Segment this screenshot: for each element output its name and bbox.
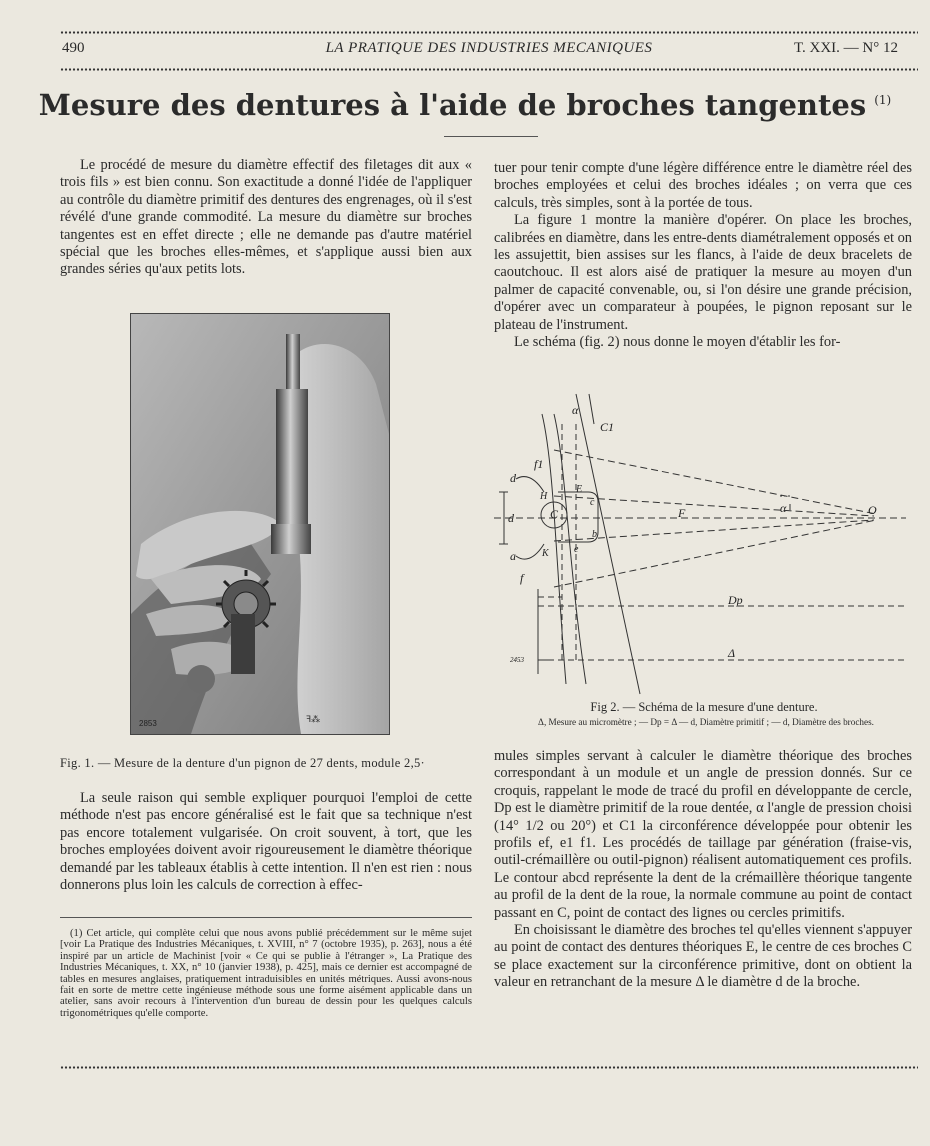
issue-number: T. XXI. — N° 12	[793, 40, 898, 56]
label-alpha: α	[572, 403, 579, 417]
label-delta: Δ	[728, 646, 736, 660]
label-d-upper: d	[510, 471, 516, 485]
label-f1: f1	[534, 457, 544, 471]
upper-radius-line	[554, 450, 876, 514]
tangent-line	[576, 394, 640, 694]
label-f: f	[520, 571, 524, 585]
label-a: a	[510, 549, 516, 563]
photo-illustration	[131, 314, 389, 734]
article-title-text: Mesure des dentures à l'aide de broches tangentes	[38, 88, 867, 122]
paragraph: En choisissant le diamètre des broches tel qu'elles viennent s'appuyer au point de contact des dentures théoriques E, le centre de ces broches C se place exactement sur la circonférence primitive, dont on obtient la valeur en retranchant de la mesure Δ le diamètre d de la broche.	[494, 922, 913, 991]
monogram-signature: ꟻ⁂	[306, 714, 321, 724]
label-C: C	[550, 507, 559, 521]
running-header	[60, 38, 918, 62]
footnote-text: (1) Cet article, qui complète celui que nous avons publié précédemment sur le même sujet [voir La Pratique des Industries Mécaniques, t. XVIII, n° 7 (octobre 1935), p. 263], nous a été inspiré par un article de Machinist [voir « Ce qui se publie à l'étranger », La Pratique des Industries Mécaniques, t. XX, n° 10 (janvier 1938), p. 425], mais ce dernier est accompagné de tables en mesures anglaises, pratiquement intraduisibles en unités métriques. Aussi avons-nous fait en sorte de mettre cette ingénieuse méthode sous une forme aisément applicable dans un atelier, sans avoir recours à l'intervention d'un bureau de dessin pour les quelques calculs trigonométriques qu'elle comporte.	[60, 928, 472, 1019]
label-d-dim: d	[508, 511, 514, 525]
paragraph: La seule raison qui semble expliquer pourquoi l'emploi de cette méthode n'est pas encore généralisé est le fait que sa technique n'est pas encore totalement vulgarisée. On croit souvent, à tort, que les broches employées doivent avoir rigoureusement le diamètre théorique demandé par les tableaux établis à cette intention. Il n'en est rien : nous donnerons plus loin les calculs de correction à effec-	[60, 790, 472, 894]
figure-2-caption: Fig 2. — Schéma de la mesure d'une denture.	[590, 700, 818, 714]
negative-number: 2853	[139, 719, 157, 728]
left-column-top	[60, 157, 472, 279]
label-alpha-2: α	[780, 501, 787, 515]
left-column-middle	[60, 790, 472, 894]
footnote-rule	[60, 917, 472, 918]
paragraph: tuer pour tenir compte d'une légère différence entre le diamètre réel des broches employées et celui des broches idéales ; on verra que ces calculs, très simples, sont à la portée de tous.	[494, 160, 912, 211]
paragraph: mules simples servant à calculer le diamètre théorique des broches correspondant à un module et un angle de pression donnés. Sur ce croquis, rappelant le mode de tracé du profil en développante de cercle, Dp est le diamètre primitif de la roue dentée, α l'angle de pression choisi (14° 1/2 ou 20°) et C1 la circonférence développée pour obtenir les profils ef, e1 f1. Les procédés de taillage par génération (fraise-vis, outil-crémaillère ou outil-pignon) réalisent automatiquement ces profils. Le contour abcd représente la dent de la crémaillère théorique tangente au profil de la dent de la roue, la normale commune au point de contact passant en C, point de contact des lignes ou cercles primitifs.	[494, 748, 912, 921]
label-E: E	[576, 484, 583, 495]
label-c-small: c	[590, 497, 595, 508]
paragraph: Le schéma (fig. 2) nous donne le moyen d'établir les for-	[514, 334, 841, 351]
label-b: b	[592, 529, 597, 540]
label-e: e	[574, 544, 579, 555]
label-O: O	[868, 503, 877, 517]
article-title	[0, 88, 930, 122]
figure-2-diagram	[494, 384, 918, 700]
label-c1: C1	[600, 420, 615, 434]
label-H: H	[540, 491, 548, 502]
tooth-profile-lower	[516, 544, 544, 559]
right-column-bottom	[494, 748, 912, 992]
figure-1-caption: Fig. 1. — Mesure de la denture d'un pignon de 27 dents, module 2,5·	[60, 756, 426, 770]
figure-2-legend: Δ, Mesure au micromètre ; — Dp = Δ — d, Diamètre primitif ; — d, Diamètre des broches.	[538, 717, 874, 727]
label-dp: Dp	[728, 593, 743, 607]
lower-radius-line	[554, 520, 876, 587]
right-column-top	[494, 160, 912, 351]
paragraph: Le procédé de mesure du diamètre effectif des filetages dit aux « trois fils » est bien connu. Son exactitude a donné l'idée de l'appliquer au contrôle du diamètre primitif des dentures des engrenages, où il s'est révélé d'une grande commodité. La mesure du diamètre sur broches tangentes est en effet directe ; elle ne demande pas d'autre matériel spécial que les broches elles-mêmes, et s'applique aussi bien aux grandes séries qu'aux petits lots.	[60, 157, 472, 278]
header-dotted-rule	[60, 68, 918, 71]
bottom-dotted-rule	[60, 1066, 918, 1069]
title-divider	[444, 136, 538, 137]
label-K: K	[542, 548, 549, 559]
tooth-profile-upper	[516, 477, 544, 492]
title-footnote-mark: (1)	[874, 93, 892, 108]
paragraph: La figure 1 montre la manière d'opérer. On place les broches, calibrées en diamètre, dans les entre-dents diamétralement opposés et on les assujettit, bien assises sur les flancs, à l'aide de deux bracelets de caoutchouc. Il est alors aisé de pratiquer la mesure au moyen d'un palmer de capacité convenable, ou, si l'on désire une grande précision, d'opérer avec un comparateur à poupées, le pignon reposant sur le plateau de l'instrument.	[494, 212, 912, 333]
page-number: 490	[62, 40, 85, 56]
figure-2-number: 2453	[510, 656, 524, 664]
journal-title: LA PRATIQUE DES INDUSTRIES MECANIQUES	[325, 40, 653, 56]
footnote	[60, 928, 472, 1019]
top-dotted-rule	[60, 31, 918, 34]
figure-1-photo	[130, 313, 390, 735]
label-F: F	[678, 506, 686, 520]
